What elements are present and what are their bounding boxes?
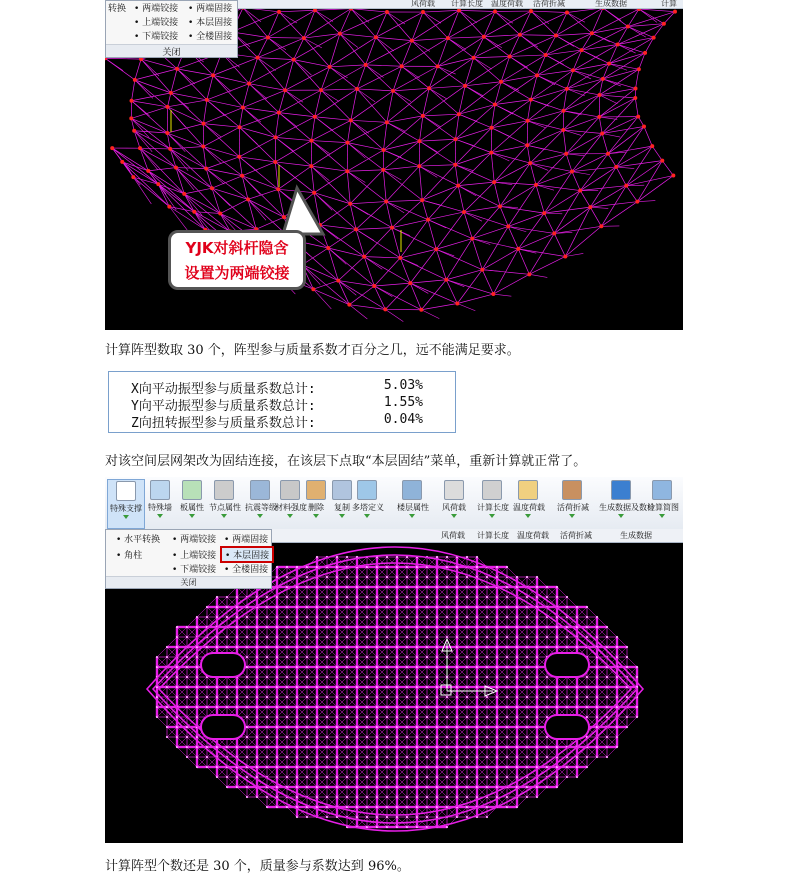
multi-tower-icon — [357, 480, 377, 500]
dropdown-arrow-icon — [364, 514, 370, 518]
ribbon-button-label: 删除 — [308, 503, 324, 512]
stat-row-y: Y向平动振型参与质量系数总计: 1.55% — [131, 395, 423, 414]
ribbon-button-label: 计算简图 — [647, 503, 679, 512]
callout-line-2: 设置为两端铰接 — [184, 264, 290, 282]
menu-item-both-fixed[interactable]: • 两端固接 — [188, 4, 233, 14]
dropdown-arrow-icon — [157, 514, 163, 518]
tab2-wind-load[interactable]: 风荷载 — [441, 531, 465, 540]
material-strength-icon — [280, 480, 300, 500]
participation-stats-box — [108, 371, 456, 433]
special-wall-icon — [150, 480, 170, 500]
dropdown-arrow-icon — [339, 514, 345, 518]
generate-data-check-icon — [611, 480, 631, 500]
ribbon-button-floor-props[interactable] — [397, 479, 427, 527]
ribbon-toolbar — [105, 477, 683, 530]
dropdown-arrow-icon — [525, 514, 531, 518]
ribbon-button-label: 材料强度 — [275, 503, 307, 512]
menu2-item-bottom-hinged[interactable]: • 下端铰接 — [172, 565, 217, 575]
live-load-reduction-icon — [562, 480, 582, 500]
delete-icon — [306, 480, 326, 500]
tab2-generate-data[interactable]: 生成数据 — [620, 531, 652, 540]
menu-item-both-hinged[interactable]: • 两端铰接 — [134, 4, 179, 14]
menu2-item-all-floors-fixed[interactable]: • 全楼固接 — [224, 565, 269, 575]
node-props-icon — [214, 480, 234, 500]
tab2-calc-length[interactable]: 计算长度 — [477, 531, 509, 540]
dropdown-arrow-icon — [313, 514, 319, 518]
ribbon-button-label: 板属性 — [180, 503, 204, 512]
tab2-live-load-reduction[interactable]: 活荷折减 — [560, 531, 592, 540]
seismic-grade-icon — [250, 480, 270, 500]
dropdown-arrow-icon — [221, 514, 227, 518]
calc-diagram-icon — [652, 480, 672, 500]
menu2-item-both-hinged[interactable]: • 两端铰接 — [172, 535, 217, 545]
menu2-item-horizontal-transfer[interactable]: • 水平转换 — [116, 535, 161, 545]
ribbon-button-seismic-grade[interactable] — [245, 479, 275, 527]
dropdown-arrow-icon — [451, 514, 457, 518]
ribbon-button-multi-tower[interactable] — [352, 479, 382, 527]
stat-row-x: X向平动振型参与质量系数总计: 5.03% — [131, 378, 423, 397]
ribbon-button-label: 温度荷载 — [513, 503, 545, 512]
menu-item-all-floors-fixed[interactable]: • 全楼固接 — [188, 32, 233, 42]
slab-props-icon — [182, 480, 202, 500]
menu2-item-floor-fixed-selected[interactable]: • 本层固接 — [220, 546, 274, 563]
ribbon-button-label: 计算长度 — [477, 503, 509, 512]
special-brace-icon — [116, 481, 136, 501]
ribbon-button-slab-props[interactable] — [177, 479, 207, 527]
tab-calculate[interactable]: 计算 — [661, 0, 677, 8]
paragraph-1: 计算阵型数取 30 个，阵型参与质量系数才百分之几，远不能满足要求。 — [105, 343, 520, 358]
menu-item-top-hinged[interactable]: • 上端铰接 — [134, 18, 179, 28]
menu2-close-button[interactable]: 关闭 — [106, 576, 271, 588]
ribbon-button-label: 生成数据及数检 — [599, 503, 655, 512]
ribbon-button-calc-diagram[interactable] — [647, 479, 677, 527]
paragraph-3: 计算阵型个数还是 30 个，质量参与系数达到 96%。 — [105, 859, 410, 874]
ribbon-button-label: 抗震等级 — [245, 503, 277, 512]
menu-close-button[interactable]: 关闭 — [106, 44, 237, 57]
ribbon-button-special-wall[interactable] — [145, 479, 175, 527]
tab-wind-load[interactable]: 风荷载 — [411, 0, 435, 8]
dropdown-arrow-icon — [618, 514, 624, 518]
ribbon-button-special-brace[interactable] — [107, 479, 145, 529]
ribbon-button-label: 特殊支撑 — [110, 504, 142, 513]
ribbon-button-wind-load[interactable] — [439, 479, 469, 527]
ribbon-button-temperature-load[interactable] — [513, 479, 543, 527]
dropdown-arrow-icon — [257, 514, 263, 518]
callout-annotation — [168, 230, 306, 290]
ribbon-button-node-props[interactable] — [209, 479, 239, 527]
menu-item-bottom-hinged[interactable]: • 下端铰接 — [134, 32, 179, 42]
callout-line-1: YJK对斜杆隐含 — [185, 239, 289, 257]
menu2-item-top-hinged[interactable]: • 上端铰接 — [172, 551, 217, 561]
tab2-temperature-load[interactable]: 温度荷载 — [517, 531, 549, 540]
dropdown-arrow-icon — [189, 514, 195, 518]
menu2-item-corner-column[interactable]: • 角柱 — [116, 551, 143, 561]
dropdown-arrow-icon — [489, 514, 495, 518]
paragraph-2: 对该空间层网架改为固结连接，在该层下点取“本层固结”菜单，重新计算就正常了。 — [105, 454, 587, 469]
ribbon-button-live-load-reduction[interactable] — [557, 479, 587, 527]
temperature-load-icon — [518, 480, 538, 500]
ribbon-button-label: 多塔定义 — [352, 503, 384, 512]
ribbon-button-label: 复制 — [334, 503, 350, 512]
tab-calc-length[interactable]: 计算长度 — [451, 0, 483, 8]
tab-generate-data[interactable]: 生成数据 — [595, 0, 627, 8]
ribbon-button-label: 节点属性 — [209, 503, 241, 512]
tab-live-load-reduction[interactable]: 活荷折减 — [533, 0, 565, 8]
structure-screenshot-fixed — [105, 477, 683, 843]
menu-item-floor-fixed[interactable]: • 本层固接 — [188, 18, 233, 28]
ribbon-button-label: 楼层属性 — [397, 503, 429, 512]
ribbon-button-generate-data-check[interactable] — [599, 479, 655, 527]
tab-temperature-load[interactable]: 温度荷载 — [491, 0, 523, 8]
ribbon-button-label: 风荷载 — [442, 503, 466, 512]
dropdown-arrow-icon — [409, 514, 415, 518]
connection-menu-2 — [105, 529, 272, 589]
ribbon-button-calc-length[interactable] — [477, 479, 507, 527]
dropdown-arrow-icon — [123, 515, 129, 519]
calc-length-icon — [482, 480, 502, 500]
dropdown-arrow-icon — [287, 514, 293, 518]
menu-item-transfer[interactable]: 转换 — [108, 4, 127, 14]
ribbon-button-label: 活荷折减 — [557, 503, 589, 512]
stat-row-z: Z向扭转振型参与质量系数总计: 0.04% — [131, 412, 423, 431]
copy-icon — [332, 480, 352, 500]
dropdown-arrow-icon — [659, 514, 665, 518]
dropdown-arrow-icon — [569, 514, 575, 518]
menu2-item-both-fixed[interactable]: • 两端固接 — [224, 535, 269, 545]
wind-load-icon — [444, 480, 464, 500]
floor-props-icon — [402, 480, 422, 500]
ribbon-button-label: 特殊墙 — [148, 503, 172, 512]
